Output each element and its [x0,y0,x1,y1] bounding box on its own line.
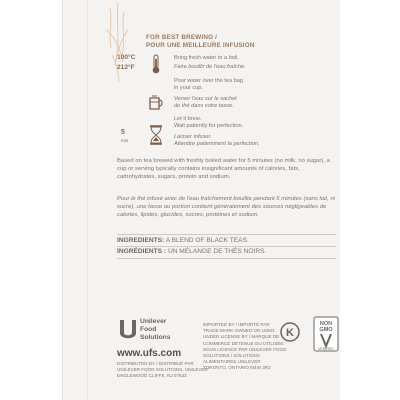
hourglass-icon [148,125,164,145]
unilever-logo-icon [117,318,139,344]
company-url: www.ufs.com [117,348,182,359]
ingredients-fr-value: UN MÉLANGE DE THÉS NOIRS. [167,248,267,255]
distributor-text: DISTRIBUTED BY / DISTRIBUÉ PAR UNILEVER FOOD SOLUTIONS, UNILEVER ENGLEWOOD CLIFFS, NJ 07632 [117,361,208,379]
step1-fr: Faire bouillir de l'eau fraîche. [174,64,246,70]
step2-fr: Verser l'eau sur le sachet de thé dans votre tasse. [174,96,237,110]
step3-en: Let it brew. Wait patiently for perfection. [174,116,244,130]
non-gmo-verified-badge [313,316,339,352]
brewing-heading-fr: POUR UNE MEILLEURE INFUSION [146,42,255,49]
ingredients-rule-mid [117,246,336,247]
nutrition-en: Based on tea brewed with freshly boiled water for 5 minutes (no milk, no sugar), a cup or serving typically contains insignificant amounts of calories, fats, carbohydrates, sugars, protein and sodium. [117,158,330,180]
badge-text-mid: GMO [319,327,333,333]
badge-text-bottom: VERIFIED [318,347,334,351]
ingredients-en [117,237,249,244]
nutrition-fr: Pour le thé infusé avec de l'eau fraîchement bouillie pendant 5 minutes (sans lait, ni sucre), une tasse ou portion contient généralement des sources négligeables de calories, lipides, glucides, sucres, protéines et sodium. [117,196,335,218]
brew-minutes-label: min. [121,138,130,143]
step2-en: Pour water over the tea bag in your cup. [174,78,244,92]
step1-en: Bring fresh water to a boil. [174,55,239,61]
ingredients-fr-label: INGRÉDIENTS : [117,248,167,255]
thermometer-icon [150,54,162,74]
ingredients-fr [117,248,266,255]
kosher-symbol-icon [278,321,302,343]
ingredients-en-label: INGREDIENTS: [117,237,165,244]
temp-celsius: 100°C [117,54,136,61]
ingredients-rule-top [117,234,336,235]
badge-text-top: NON [319,321,333,327]
step3-fr: Laisser infuser. Attendre patiemment la perfection. [174,134,260,148]
brew-minutes: 5 [121,129,125,136]
ingredients-rule-bottom [117,258,336,259]
importer-text: IMPORTED BY / IMPORTÉ PAR TRADE-MARK OWNED OR USED UNDER LICENSE BY / MARQUE DE COMMERCE DÉTENUE OU UTILISÉE SOUS LICENCE PAR UNILEVER FOOD SOLUTIONS / SOLUTIONS ALIMENTAIRES UNILEVER TORONTO, ONTARIO M4W 3R2 [203,322,287,371]
tea-leaf-illustration [88,0,148,90]
ingredients-en-value: A BLEND OF BLACK TEAS. [165,237,249,244]
temp-fahrenheit: 212°F [117,64,135,71]
brand-name: Unilever Food Solutions [140,318,171,341]
kettle-pour-icon [146,94,166,112]
brewing-heading-en: FOR BEST BREWING / [146,34,218,41]
kosher-symbol-letter: K [286,327,294,339]
